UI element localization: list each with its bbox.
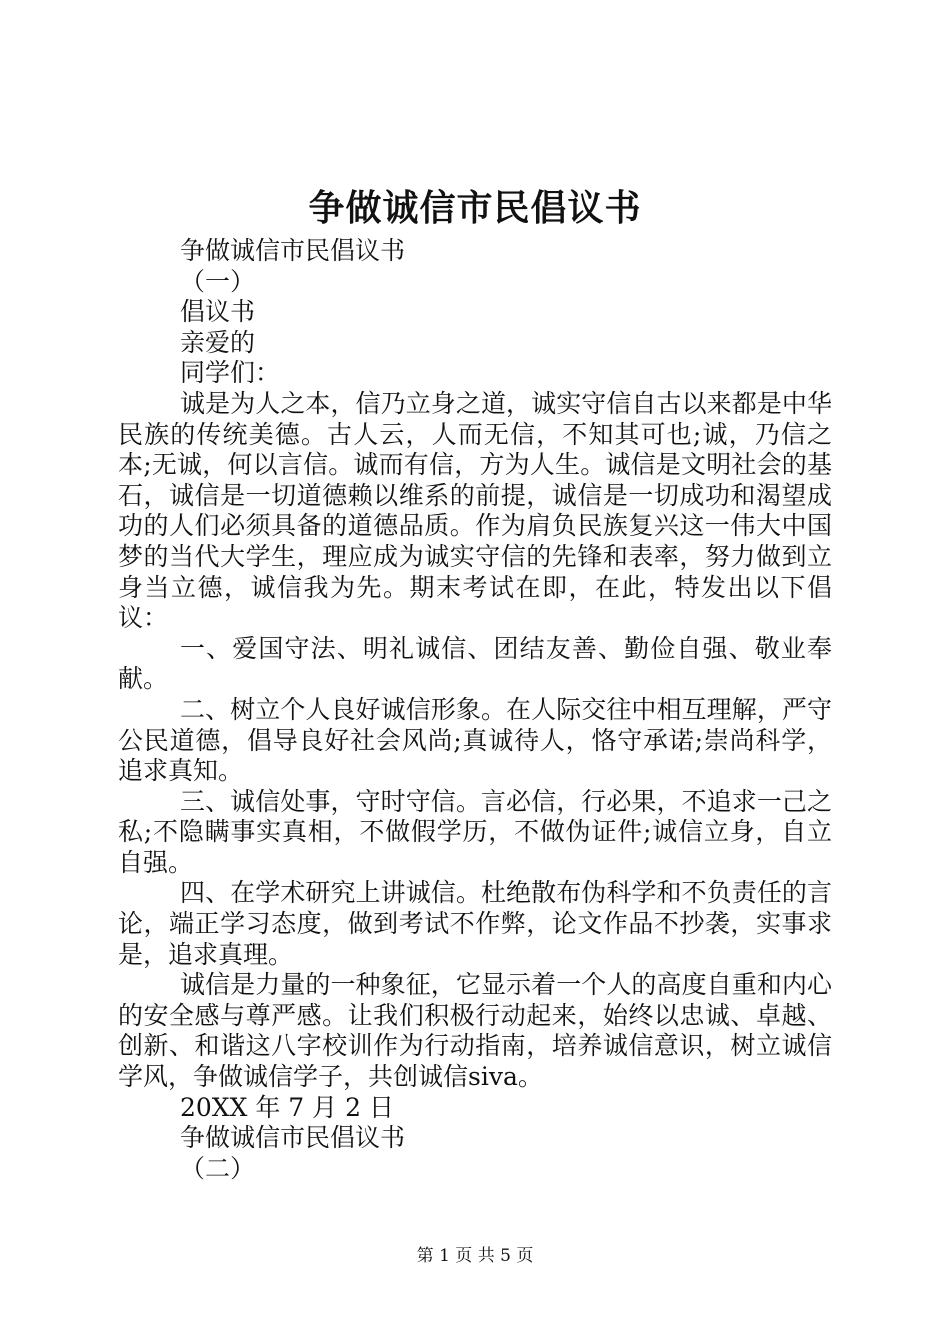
paragraph-item-3: 三、诚信处事，守时守信。言必信，行必果，不追求一己之私;不隐瞒事实真相，不做假学历，不做伪证件;诚信立身，自立自强。	[118, 786, 832, 877]
page-footer: 第 1 页 共 5 页	[416, 1246, 534, 1266]
date-line: 20XX 年 7 月 2 日	[180, 1092, 394, 1122]
paragraph-item-1: 一、爱国守法、明礼诚信、团结友善、勤俭自强、敬业奉献。	[118, 633, 832, 694]
document-body	[118, 236, 832, 1184]
paragraph-item-4: 四、在学术研究上讲诚信。杜绝散布伪科学和不负责任的言论，端正学习态度，做到考试不作弊，论文作品不抄袭，实事求是，追求真理。	[118, 878, 832, 969]
document-title: 争做诚信市民倡议书	[308, 187, 642, 229]
salutation-recipient: 同学们：	[180, 358, 281, 388]
paragraph-closing: 诚信是力量的一种象征，它显示着一个人的高度自重和内心的安全感与尊严感。让我们积极行动起来，始终以忠诚、卓越、创新、和谐这八字校训作为行动指南，培养诚信意识，树立诚信学风，争做诚信学子，共创诚信siva。	[118, 970, 832, 1092]
next-heading: 争做诚信市民倡议书	[180, 1123, 406, 1153]
subtitle-line: 争做诚信市民倡议书	[180, 236, 406, 265]
next-section-number: （二）	[180, 1153, 256, 1183]
heading-line: 倡议书	[180, 297, 256, 327]
section-number: （一）	[180, 266, 256, 296]
salutation-line: 亲爱的	[180, 327, 256, 357]
paragraph-item-2: 二、树立个人良好诚信形象。在人际交往中相互理解，严守公民道德，倡导良好社会风尚;真诚待人，恪守承诺;崇尚科学，追求真知。	[118, 694, 832, 786]
paragraph-intro: 诚是为人之本，信乃立身之道，诚实守信自古以来都是中华民族的传统美德。古人云，人而无信，不知其可也;诚，乃信之本;无诚，何以言信。诚而有信，方为人生。诚信是文明社会的基石，诚信是一切道德赖以维系的前提，诚信是一切成功和渴望成功的人们必须具备的道德品质。作为肩负民族复兴这一伟大中国梦的当代大学生，理应成为诚实守信的先锋和表率，努力做到立身当立德，诚信我为先。期末考试在即，在此，特发出以下倡议：	[118, 388, 832, 633]
